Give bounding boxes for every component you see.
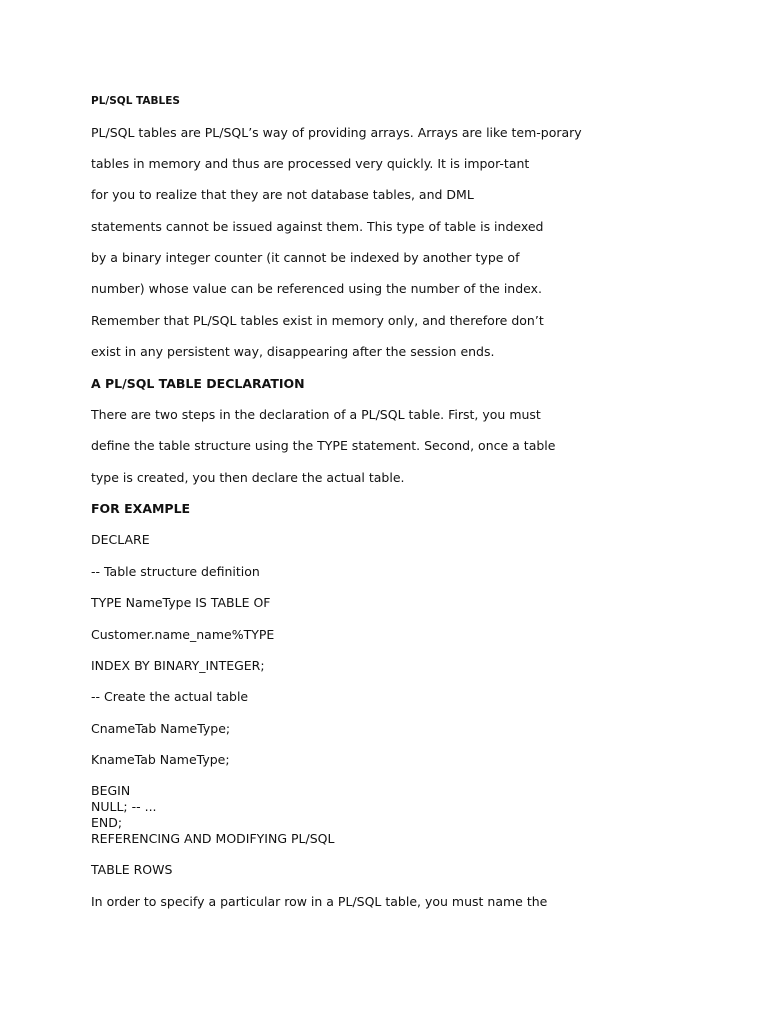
code-line: -- Table structure definition bbox=[91, 564, 260, 579]
code-line: BEGIN bbox=[91, 783, 131, 798]
paragraph-line: There are two steps in the declaration of a PL/SQL table. First, you must bbox=[91, 407, 541, 422]
code-line: CnameTab NameType; bbox=[91, 721, 231, 736]
heading-plsql-tables: PL/SQL TABLES bbox=[91, 95, 180, 107]
paragraph-line: define the table structure using the TYPE statement. Second, once a table bbox=[91, 438, 556, 453]
heading-table-declaration: A PL/SQL TABLE DECLARATION bbox=[91, 376, 305, 391]
paragraph-line: for you to realize that they are not database tables, and DML bbox=[91, 187, 474, 202]
paragraph-line: exist in any persistent way, disappearing after the session ends. bbox=[91, 344, 495, 359]
paragraph-line: by a binary integer counter (it cannot be indexed by another type of bbox=[91, 250, 520, 265]
code-line: DECLARE bbox=[91, 532, 150, 547]
paragraph-line: In order to specify a particular row in a PL/SQL table, you must name the bbox=[91, 894, 548, 909]
paragraph-line: statements cannot be issued against them. This type of table is indexed bbox=[91, 219, 544, 234]
paragraph-line: number) whose value can be referenced using the number of the index. bbox=[91, 281, 543, 296]
code-line: -- Create the actual table bbox=[91, 689, 249, 704]
code-line: END; bbox=[91, 815, 123, 830]
heading-table-rows: TABLE ROWS bbox=[91, 862, 173, 877]
code-line: INDEX BY BINARY_INTEGER; bbox=[91, 658, 265, 673]
paragraph-line: tables in memory and thus are processed very quickly. It is impor-tant bbox=[91, 156, 530, 171]
code-line: REFERENCING AND MODIFYING PL/SQL bbox=[91, 831, 335, 846]
paragraph-line: Remember that PL/SQL tables exist in memory only, and therefore don’t bbox=[91, 313, 544, 328]
code-line: KnameTab NameType; bbox=[91, 752, 230, 767]
paragraph-line: type is created, you then declare the actual table. bbox=[91, 470, 405, 485]
code-line: NULL; -- ... bbox=[91, 799, 157, 814]
code-line: Customer.name_name%TYPE bbox=[91, 627, 275, 642]
code-line: TYPE NameType IS TABLE OF bbox=[91, 595, 271, 610]
paragraph-line: PL/SQL tables are PL/SQL’s way of providing arrays. Arrays are like tem-porary bbox=[91, 125, 582, 140]
heading-for-example: FOR EXAMPLE bbox=[91, 501, 191, 516]
